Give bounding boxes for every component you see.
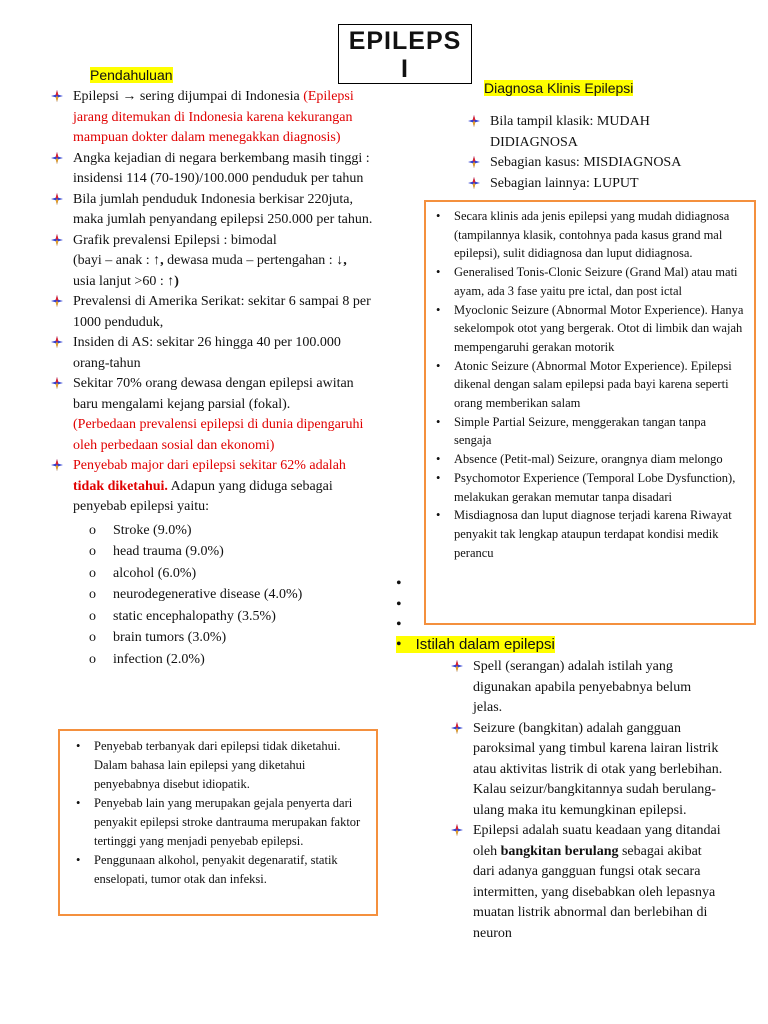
causes-note-box <box>58 729 378 916</box>
diagnosis-list <box>468 112 718 194</box>
empty-bullet: • <box>396 596 402 613</box>
term-item: Spell (serangan) adalah istilah yang digunakan apabila penyebabnya belum jelas. <box>451 657 723 719</box>
term-item: Seizure (bangkitan) adalah gangguan paroksimal yang timbul karena lairan listrik atau aktivitas listrik di otak yang berlebihan. Kalau seizur/bangkitannya sudah berulang-ulang maka itu kemungkinan epilepsi. <box>451 719 723 822</box>
cause-item: o static encephalopathy (3.5%) <box>89 608 276 624</box>
seizure-item: • Misdiagnosa dan luput diagnose terjadi karena Riwayat penyakit tak lengkap ataupun terdapat kondisi medik perancu <box>436 508 732 560</box>
four-pointed-star-bullet-icon <box>51 234 63 246</box>
list-item: Sekitar 70% orang dewasa dengan epilepsi awitan baru mengalami kejang parsial (fokal). (Perbedaan prevalensi epilepsi di dunia dipengaruhi oleh perbedaan sosial dan ekonomi) <box>51 374 379 456</box>
seizure-item: • Simple Partial Seizure, menggerakan tangan tanpa sengaja <box>436 414 706 448</box>
title-line-2: I <box>401 55 409 83</box>
four-pointed-star-bullet-icon <box>51 295 63 307</box>
list-item: Prevalensi di Amerika Serikat: sekitar 6 sampai 8 per 1000 penduduk, <box>51 292 379 333</box>
title-line-1: EPILEPS <box>348 27 462 55</box>
note-item: • Penyebab terbanyak dari epilepsi tidak diketahui. Dalam bahasa lain epilepsi yang diketahui penyebabnya disebut idiopatik. <box>76 739 341 791</box>
four-pointed-star-bullet-icon <box>451 722 463 734</box>
list-item: Grafik prevalensi Epilepsi : bimodal (bayi – anak : ↑, dewasa muda – pertengahan : ↓, usia lanjut >60 : ↑) <box>51 231 379 293</box>
diagnosis-item: Sebagian kasus: MISDIAGNOSA <box>468 153 718 174</box>
four-pointed-star-bullet-icon <box>51 193 63 205</box>
cause-item: o alcohol (6.0%) <box>89 565 197 581</box>
diagnosis-heading: Diagnosa Klinis Epilepsi <box>484 80 634 96</box>
causes-list <box>89 520 379 671</box>
four-pointed-star-bullet-icon <box>51 377 63 389</box>
four-pointed-star-bullet-icon <box>51 152 63 164</box>
cause-item: o brain tumors (3.0%) <box>89 630 227 645</box>
intro-list <box>51 87 379 670</box>
four-pointed-star-bullet-icon <box>51 90 63 102</box>
four-pointed-star-bullet-icon <box>51 459 63 471</box>
seizure-item: • Generalised Tonis-Clonic Seizure (Grand Mal) atau mati ayam, ada 3 fase yaitu pre ictal, dan post ictal <box>436 265 738 298</box>
note-item: • Penggunaan alkohol, penyakit degenaratif, statik enselopati, tumor otak dan infeksi. <box>76 853 338 886</box>
terms-heading: • Istilah dalam epilepsi <box>396 636 555 653</box>
list-item: Insiden di AS: sekitar 26 hingga 40 per 100.000 orang-tahun <box>51 333 379 374</box>
intro-heading: Pendahuluan <box>90 67 173 83</box>
four-pointed-star-bullet-icon <box>468 115 480 127</box>
cause-item: o Stroke (9.0%) <box>89 522 192 538</box>
terms-bullet: • <box>396 636 402 653</box>
seizure-item: • Psychomotor Experience (Temporal Lobe Dysfunction), melakukan gerakan memutar tanpa disadari <box>436 470 736 504</box>
seizure-types-box <box>424 200 756 625</box>
four-pointed-star-bullet-icon <box>451 824 463 836</box>
seizure-item: • Myoclonic Seizure (Abnormal Motor Experience). Hanya sekelompok otot yang bergerak. Otot di limbik dan wajah mempengaruhi gerakan motorik <box>436 302 744 354</box>
page-title <box>338 24 472 84</box>
four-pointed-star-bullet-icon <box>51 336 63 348</box>
seizure-item: • Atonic Seizure (Abnormal Motor Experience). Epilepsi dikenal dengan salam epilepsi pada bayi karena seperti orang memberikan salam <box>436 358 732 411</box>
cause-item: o infection (2.0%) <box>89 651 205 667</box>
seizure-item: • Secara klinis ada jenis epilepsi yang mudah didiagnosa (tampilannya klasik, contohnya pada kasus grand mal epilepsi), sulit didiagnosa dan luput didiagnosa. <box>436 209 730 261</box>
empty-bullet: • <box>396 616 402 633</box>
seizure-item: • Absence (Petit-mal) Seizure, orangnya diam melongo <box>436 452 723 467</box>
diagnosis-item: Sebagian lainnya: LUPUT <box>468 174 718 195</box>
list-item: Epilepsi → sering dijumpai di Indonesia (Epilepsi jarang ditemukan di Indonesia karena kekurangan mampuan dokter dalam menegakkan diagnosis) <box>51 87 379 149</box>
list-item: Penyebab major dari epilepsi sekitar 62% adalah tidak diketahui. Adapun yang diduga sebagai penyebab epilepsi yaitu: <box>51 456 379 518</box>
four-pointed-star-bullet-icon <box>451 660 463 672</box>
four-pointed-star-bullet-icon <box>468 177 480 189</box>
term-item: Epilepsi adalah suatu keadaan yang ditandai oleh bangkitan berulang sebagai akibat dari adanya gangguan fungsi otak secara intermitten, yang disebabkan oleh lepasnya muatan listrik abnormal dan berlebihan di neuron <box>451 821 723 944</box>
note-item: • Penyebab lain yang merupakan gejala penyerta dari penyakit epilepsi stroke dantrauma merupakan faktor tertinggi yang menjadi penyebab epilepsi. <box>76 796 361 848</box>
list-item: Angka kejadian di negara berkembang masih tinggi : insidensi 114 (70-190)/100.000 penduduk per tahun <box>51 149 379 190</box>
empty-bullet: • <box>396 575 402 592</box>
terms-list <box>451 657 723 944</box>
list-item: Bila jumlah penduduk Indonesia berkisar 220juta, maka jumlah penyandang epilepsi 250.000 per tahun. <box>51 190 379 231</box>
cause-item: o head trauma (9.0%) <box>89 544 224 559</box>
cause-item: o neurodegenerative disease (4.0%) <box>89 587 303 602</box>
diagnosis-item: Bila tampil klasik: MUDAH DIDIAGNOSA <box>468 112 718 153</box>
four-pointed-star-bullet-icon <box>468 156 480 168</box>
